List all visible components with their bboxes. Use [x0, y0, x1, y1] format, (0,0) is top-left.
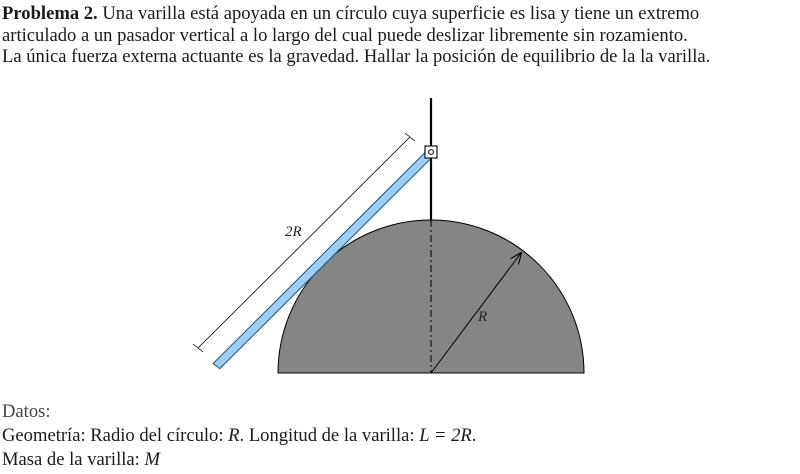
pin-joint-hole — [429, 150, 434, 155]
radius-label: R — [478, 309, 488, 325]
geometry-line — [2, 424, 476, 448]
dimension-tick-top — [405, 133, 415, 141]
rod-length-label: 2R — [285, 224, 302, 240]
geometry-suffix: . — [471, 425, 477, 446]
radius-symbol: R — [228, 425, 240, 446]
data-section — [2, 400, 476, 472]
length-expression: L = 2R — [419, 425, 472, 446]
mass-prefix: Masa de la varilla: — [2, 449, 145, 470]
mass-symbol: M — [144, 449, 160, 470]
problem-text-1: Una varilla está apoyada en un círculo cuya superficie es lisa y tiene un extremo — [102, 3, 700, 24]
geometry-middle: . Longitud de la varilla: — [239, 425, 420, 446]
data-heading: Datos: — [2, 401, 51, 422]
problem-line-3: La única fuerza externa actuante es la gravedad. Hallar la posición de equilibrio de la la varilla. — [2, 46, 711, 67]
geometry-prefix: Geometría: Radio del círculo: — [2, 425, 229, 446]
dimension-tick-bottom — [193, 344, 203, 352]
problem-line-2: articulado a un pasador vertical a lo largo del cual puede deslizar libremente sin rozamiento. — [2, 24, 688, 46]
problem-title: Problema 2. — [2, 3, 98, 24]
mass-line — [2, 448, 476, 472]
